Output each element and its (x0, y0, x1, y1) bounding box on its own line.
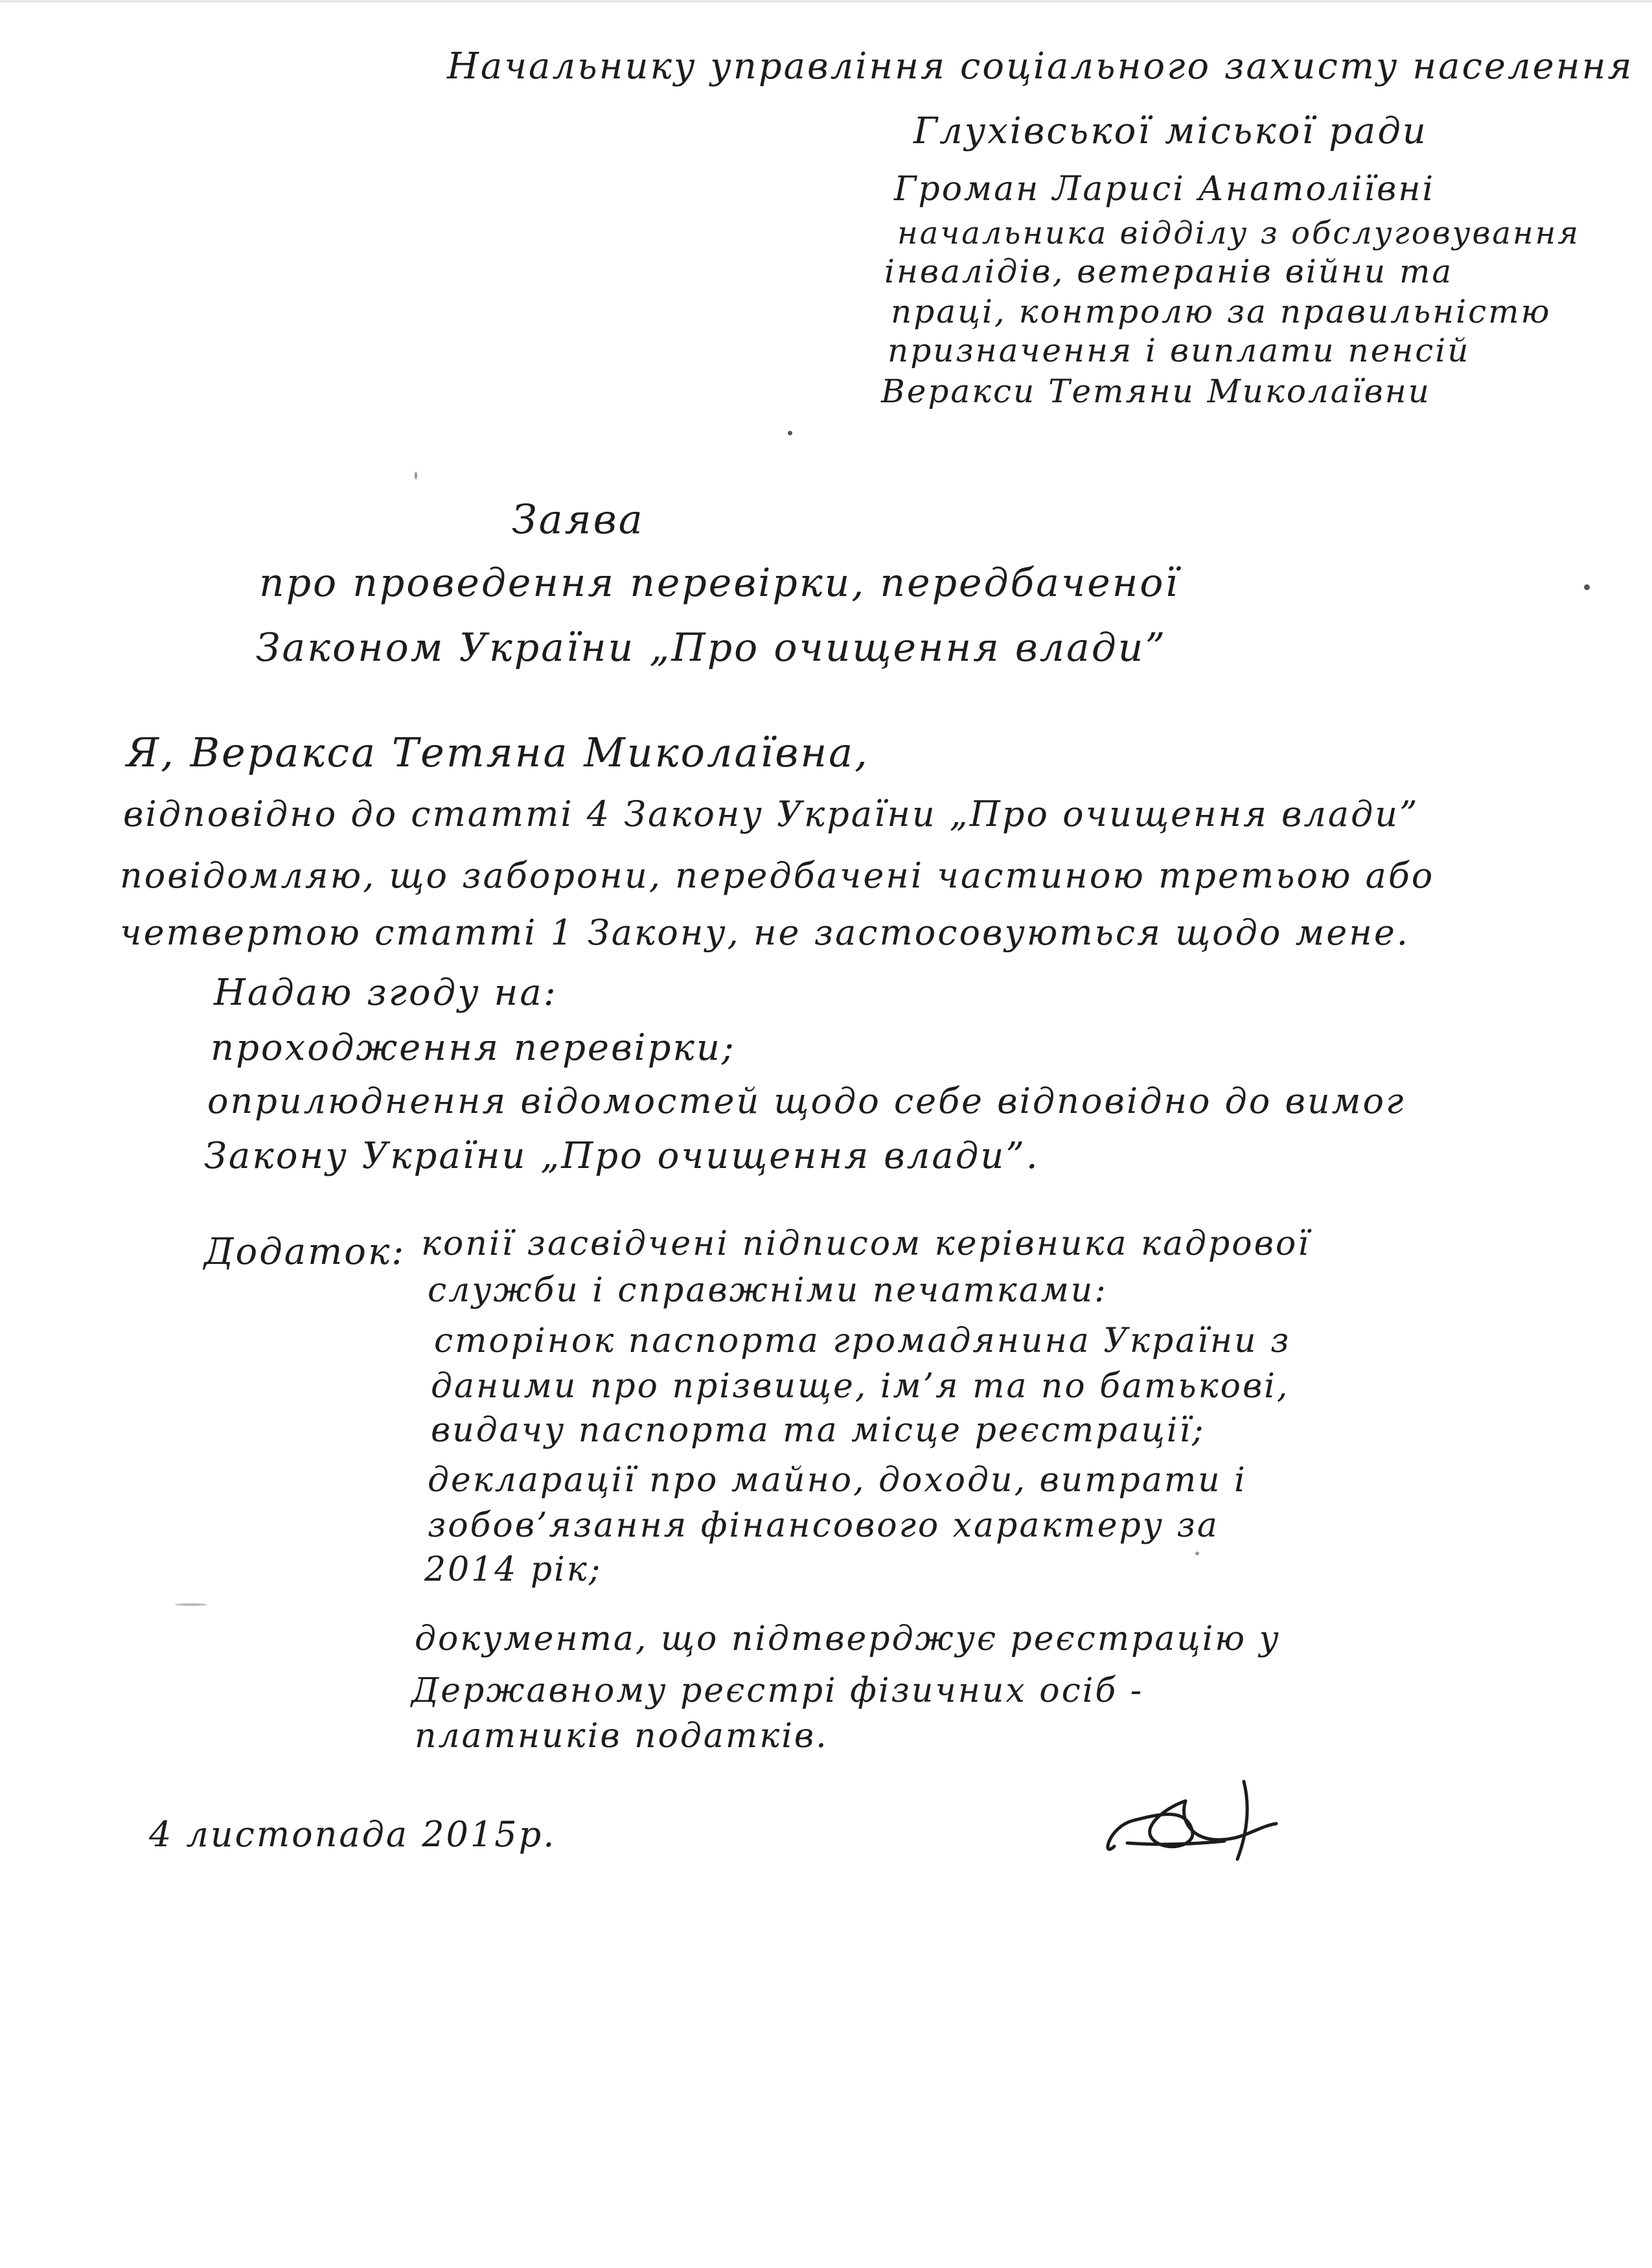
addressee-line-6: праці, контролю за правильністю (891, 293, 1552, 330)
consent-line-2: проходження перевірки; (211, 1027, 736, 1069)
attachments-line-1: копії засвідчені підписом керівника кадрової (421, 1224, 1311, 1263)
statement-line-2: відповідно до статті 4 Закону України „Про очищення влади” (123, 794, 1419, 834)
consent-line-3: оприлюднення відомостей щодо себе відповідно до вимог (207, 1081, 1406, 1121)
scan-speck (1195, 1552, 1199, 1555)
document-subtitle-2: Законом України „Про очищення влади” (256, 625, 1167, 670)
addressee-line-3: Громан Ларисі Анатоліївні (894, 170, 1436, 209)
attachments-line-11: платників податків. (415, 1717, 829, 1756)
attachments-line-5: видачу паспорта та місце реєстрації; (431, 1411, 1206, 1450)
scan-speck (788, 431, 792, 435)
attachments-line-10: Державному реєстрі фізичних осіб - (411, 1671, 1144, 1710)
document-subtitle-1: про проведення перевірки, передбаченої (259, 560, 1180, 606)
consent-line-1: Надаю згоду на: (214, 972, 558, 1014)
document-title: Заява (512, 496, 645, 543)
addressee-line-2: Глухівської міської ради (913, 110, 1428, 152)
addressee-line-1: Начальнику управління соціального захисту населення (447, 45, 1634, 87)
statement-line-1: Я, Веракса Тетяна Миколаївна, (126, 729, 869, 776)
addressee-line-8: Веракси Тетяни Миколаївни (881, 372, 1431, 410)
addressee-line-7: призначення і виплати пенсій (888, 332, 1471, 369)
addressee-line-5: інвалідів, ветеранів війни та (884, 253, 1454, 290)
attachments-line-3: сторінок паспорта громадянина України з (434, 1322, 1291, 1360)
attachments-line-6: декларації про майно, доходи, витрати і (428, 1461, 1247, 1500)
handwritten-signature (1088, 1769, 1296, 1879)
scan-speck (175, 1603, 207, 1606)
attachments-line-9: документа, що підтверджує реєстрацію у (415, 1620, 1281, 1658)
consent-line-4: Закону України „Про очищення влади”. (204, 1135, 1040, 1177)
attachments-line-2: служби і справжніми печатками: (428, 1271, 1108, 1310)
statement-line-4: четвертою статті 1 Закону, не застосовуються щодо мене. (120, 912, 1410, 953)
attachments-line-4: даними про прізвище, ім’я та по батькові, (431, 1367, 1290, 1406)
attachments-line-7: зобов’язання фінансового характеру за (428, 1506, 1219, 1545)
scan-edge (0, 0, 1652, 3)
scan-speck (415, 472, 417, 479)
scan-speck (1584, 584, 1590, 590)
attachments-line-8: 2014 рік; (424, 1550, 602, 1589)
statement-line-3: повідомляю, що заборони, передбачені частиною третьою або (120, 855, 1435, 896)
document-date: 4 листопада 2015р. (149, 1814, 556, 1855)
addressee-line-4: начальника відділу з обслуговування (897, 215, 1581, 251)
attachments-label: Додаток: (204, 1231, 406, 1273)
